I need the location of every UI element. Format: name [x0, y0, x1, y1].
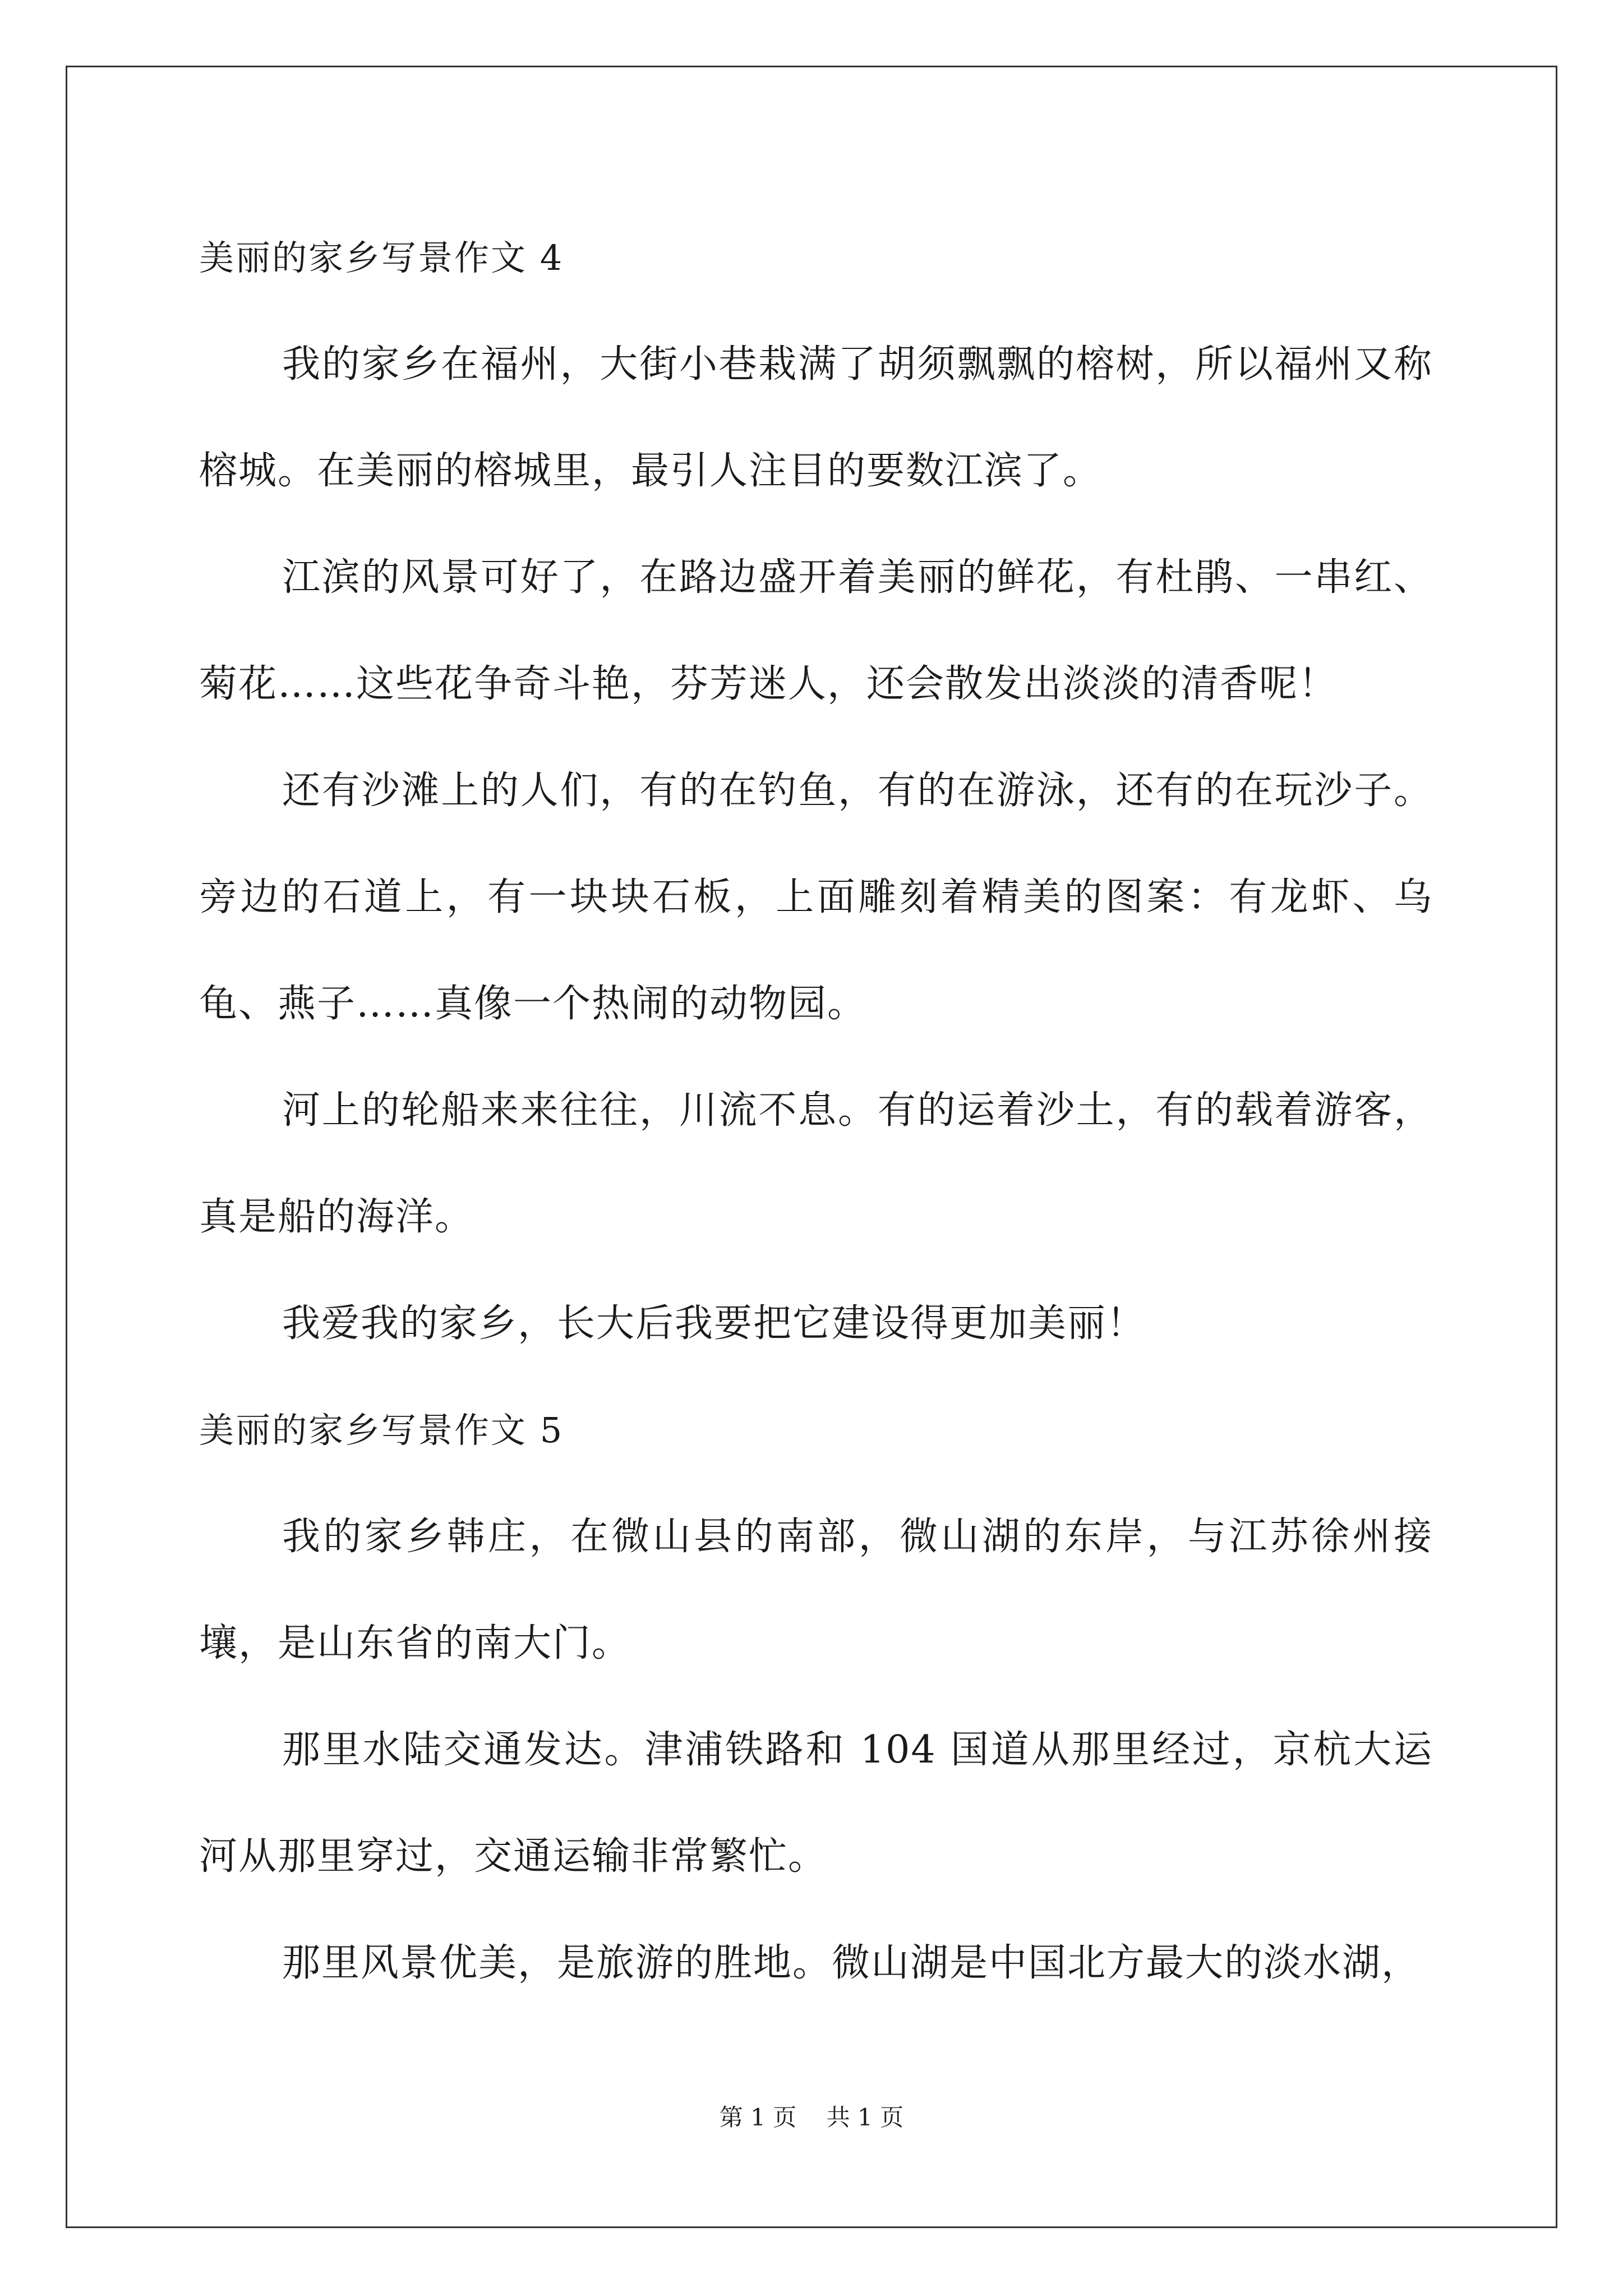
- paragraph: 我的家乡在福州，大街小巷栽满了胡须飘飘的榕树，所以福州又称榕城。在美丽的榕城里，最引人注目的要数江滨了。: [199, 342, 1433, 493]
- paragraph: 我爱我的家乡，长大后我要把它建设得更加美丽！: [282, 1301, 1146, 1346]
- paragraph: 我的家乡韩庄，在微山县的南部，微山湖的东岸，与江苏徐州接壤，是山东省的南大门。: [199, 1515, 1433, 1665]
- page-number-footer: 第 1 页 共 1 页: [719, 2104, 904, 2131]
- section-heading: 美丽的家乡写景作文 4: [199, 237, 564, 278]
- paragraph: 河上的轮船来来往往，川流不息。有的运着沙土，有的载着游客，真是船的海洋。: [199, 1088, 1433, 1239]
- document-body: [199, 205, 1433, 2017]
- paragraph: 还有沙滩上的人们，有的在钓鱼，有的在游泳，还有的在玩沙子。旁边的石道上，有一块块石板，上面雕刻着精美的图案：有龙虾、乌龟、燕子……真像一个热闹的动物园。: [199, 769, 1433, 1026]
- paragraph: 江滨的风景可好了，在路边盛开着美丽的鲜花，有杜鹃、一串红、菊花……这些花争奇斗艳，芬芳迷人，还会散发出淡淡的清香呢！: [199, 555, 1433, 706]
- paragraph: 那里风景优美，是旅游的胜地。微山湖是中国北方最大的淡水湖，: [282, 1941, 1421, 1985]
- paragraph: 那里水陆交通发达。津浦铁路和 104 国道从那里经过，京杭大运河从那里穿过，交通运输非常繁忙。: [199, 1728, 1433, 1879]
- section-heading: 美丽的家乡写景作文 5: [199, 1410, 564, 1451]
